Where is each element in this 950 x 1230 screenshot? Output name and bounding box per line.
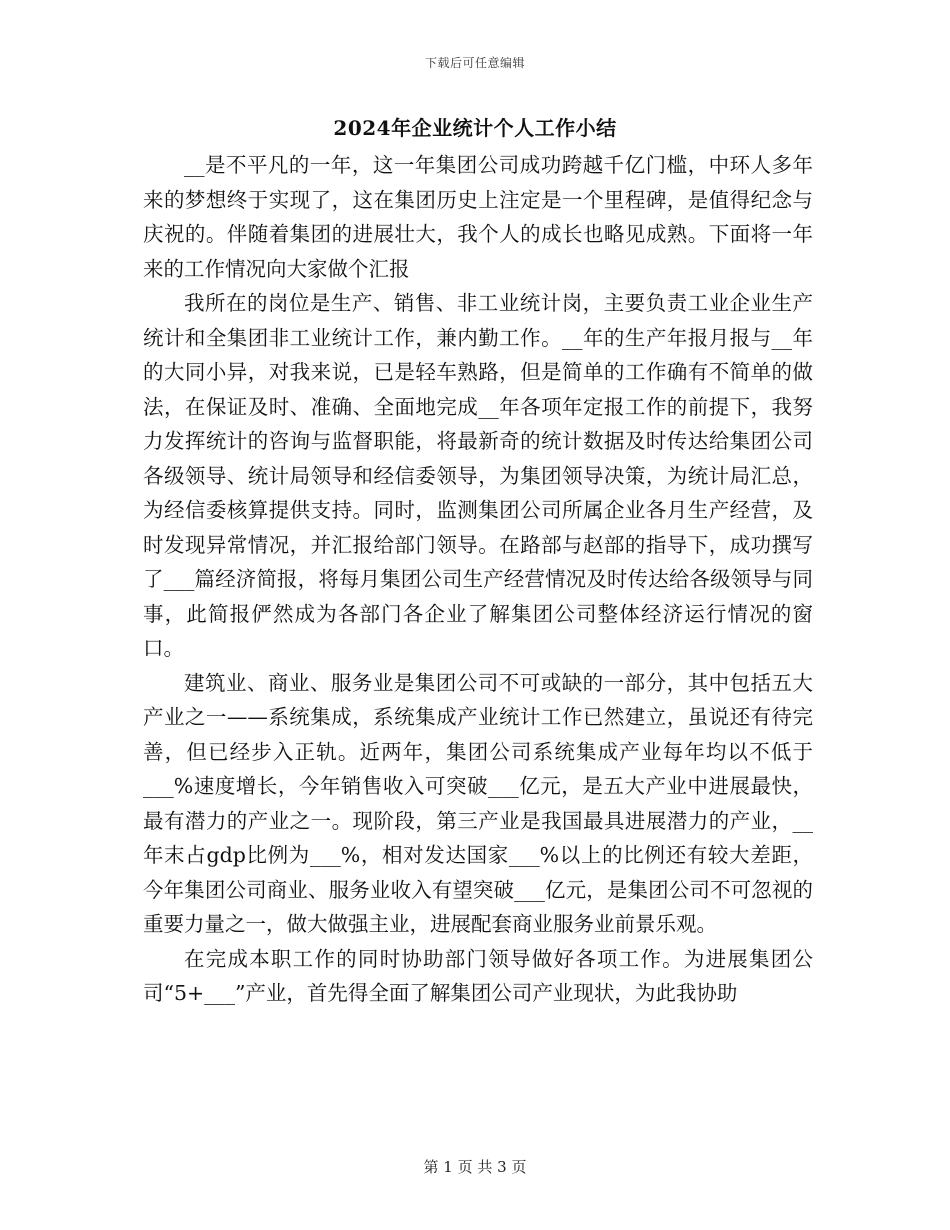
paragraph-1: __是不平凡的一年，这一年集团公司成功跨越千亿门槛，中环人多年来的梦想终于实现了，这在集团历史上注定是一个里程碑，是值得纪念与庆祝的。伴随着集团的进展壮大，我个人的成长也略见成熟。下面将一年来的工作情况向大家做个汇报 [143, 153, 813, 281]
paragraph-2: 我所在的岗位是生产、销售、非工业统计岗，主要负责工业企业生产统计和全集团非工业统计工作，兼内勤工作。__年的生产年报月报与__年的大同小异，对我来说，已是轻车熟路，但是简单的工作确有不简单的做法，在保证及时、准确、全面地完成__年各项年定报工作的前提下，我努力发挥统计的咨询与监督职能，将最新奇的统计数据及时传达给集团公司各级领导、统计局领导和经信委领导，为集团领导决策，为统计局汇总，为经信委核算提供支持。同时，监测集团公司所属企业各月生产经营，及时发现异常情况，并汇报给部门领导。在路部与赵部的指导下，成功撰写了___篇经济简报，将每月集团公司生产经营情况及时传达给各级领导与同事，此简报俨然成为各部门各企业了解集团公司整体经济运行情况的窗口。 [143, 291, 813, 660]
document-title: 2024年企业统计个人工作小结 [333, 116, 617, 140]
document-body [143, 148, 813, 1011]
paragraph-3: 建筑业、商业、服务业是集团公司不可或缺的一部分，其中包括五大产业之一——系统集成，系统集成产业统计工作已然建立，虽说还有待完善，但已经步入正轨。近两年，集团公司系统集成产业每年均以不低于___%速度增长，今年销售收入可突破___亿元，是五大产业中进展最快，最有潜力的产业之一。现阶段，第三产业是我国最具进展潜力的产业，__年末占gdp比例为___%，相对发达国家___%以上的比例还有较大差距，今年集团公司商业、服务业收入有望突破___亿元，是集团公司不可忽视的重要力量之一，做大做强主业，进展配套商业服务业前景乐观。 [143, 670, 813, 936]
page-number: 第 1 页 共 3 页 [423, 1158, 527, 1176]
header-note: 下载后可任意编辑 [424, 56, 525, 70]
paragraph-4: 在完成本职工作的同时协助部门领导做好各项工作。为进展集团公司“5+___”产业，首先得全面了解集团公司产业现状，为此我协助 [143, 946, 813, 1005]
